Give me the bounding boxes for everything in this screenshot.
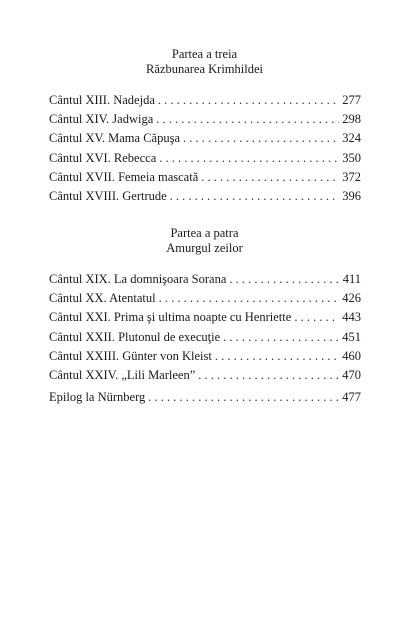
toc-entry-page: 470 (342, 367, 361, 382)
part-title: Răzbunarea Krimhildei (146, 62, 263, 76)
toc-list-part-four (49, 270, 361, 385)
toc-entry-title: Cântul XXIII. Günter von Kleist (49, 348, 212, 363)
toc-entry[interactable] (49, 347, 361, 366)
dot-leader (229, 270, 339, 289)
dot-leader (215, 347, 339, 366)
dot-leader (159, 149, 339, 168)
toc-entry-title: Cântul XVIII. Gertrude (49, 188, 167, 203)
dot-leader (148, 388, 339, 407)
toc-entry-title: Cântul XIX. La domnişoara Sorana (49, 272, 227, 286)
toc-entry-title: Cântul XIV. Jadwiga (49, 112, 154, 127)
section-heading-part-four (0, 226, 409, 256)
toc-entry[interactable] (49, 149, 361, 168)
toc-entry-epilogue[interactable] (49, 388, 361, 407)
section-heading-part-three (0, 47, 409, 77)
toc-entry-page: 277 (342, 93, 361, 107)
toc-entry-page: 350 (342, 150, 361, 165)
toc-entry[interactable] (49, 129, 361, 148)
toc-entry-page: 298 (342, 112, 361, 127)
dot-leader (170, 187, 340, 206)
toc-entry[interactable] (49, 308, 361, 327)
toc-entry-page: 451 (342, 329, 361, 344)
toc-entry-title: Cântul XXIV. „Lili Marleen” (49, 367, 196, 382)
toc-entry-page: 460 (342, 348, 361, 363)
toc-entry-page: 443 (342, 310, 361, 325)
toc-entry-title: Cântul XX. Atentatul (49, 291, 156, 306)
toc-entry-page: 426 (342, 291, 361, 306)
dot-leader (223, 328, 339, 347)
toc-entry-title: Cântul XV. Mama Căpuşa (49, 131, 181, 146)
toc-list-epilogue (49, 388, 361, 407)
dot-leader (183, 129, 339, 148)
toc-entry[interactable] (49, 328, 361, 347)
toc-entry-title: Epilog la Nürnberg (49, 390, 146, 404)
toc-entry-title: Cântul XXII. Plutonul de execuţie (49, 329, 221, 344)
toc-entry-page: 324 (342, 131, 361, 146)
toc-list-part-three (49, 91, 361, 206)
dot-leader (159, 289, 340, 308)
toc-entry-title: Cântul XXI. Prima şi ultima noapte cu Henriette (49, 310, 292, 325)
dot-leader (294, 308, 339, 327)
toc-entry[interactable] (49, 187, 361, 206)
part-title: Amurgul zeilor (166, 241, 243, 255)
toc-entry-page: 396 (342, 188, 361, 203)
dot-leader (156, 110, 339, 129)
dot-leader (198, 366, 339, 385)
toc-entry-title: Cântul XIII. Nadejda (49, 93, 155, 107)
toc-entry[interactable] (49, 91, 361, 110)
part-label: Partea a patra (170, 226, 239, 240)
toc-entry[interactable] (49, 366, 361, 385)
toc-entry[interactable] (49, 168, 361, 187)
toc-entry-page: 477 (342, 390, 361, 404)
dot-leader (158, 91, 339, 110)
toc-entry[interactable] (49, 270, 361, 289)
dot-leader (201, 168, 339, 187)
toc-entry-page: 411 (342, 272, 361, 286)
toc-entry[interactable] (49, 110, 361, 129)
toc-entry-title: Cântul XVI. Rebecca (49, 150, 157, 165)
toc-entry[interactable] (49, 289, 361, 308)
part-label: Partea a treia (171, 47, 238, 61)
toc-entry-title: Cântul XVII. Femeia mascată (49, 169, 199, 184)
toc-entry-page: 372 (342, 169, 361, 184)
